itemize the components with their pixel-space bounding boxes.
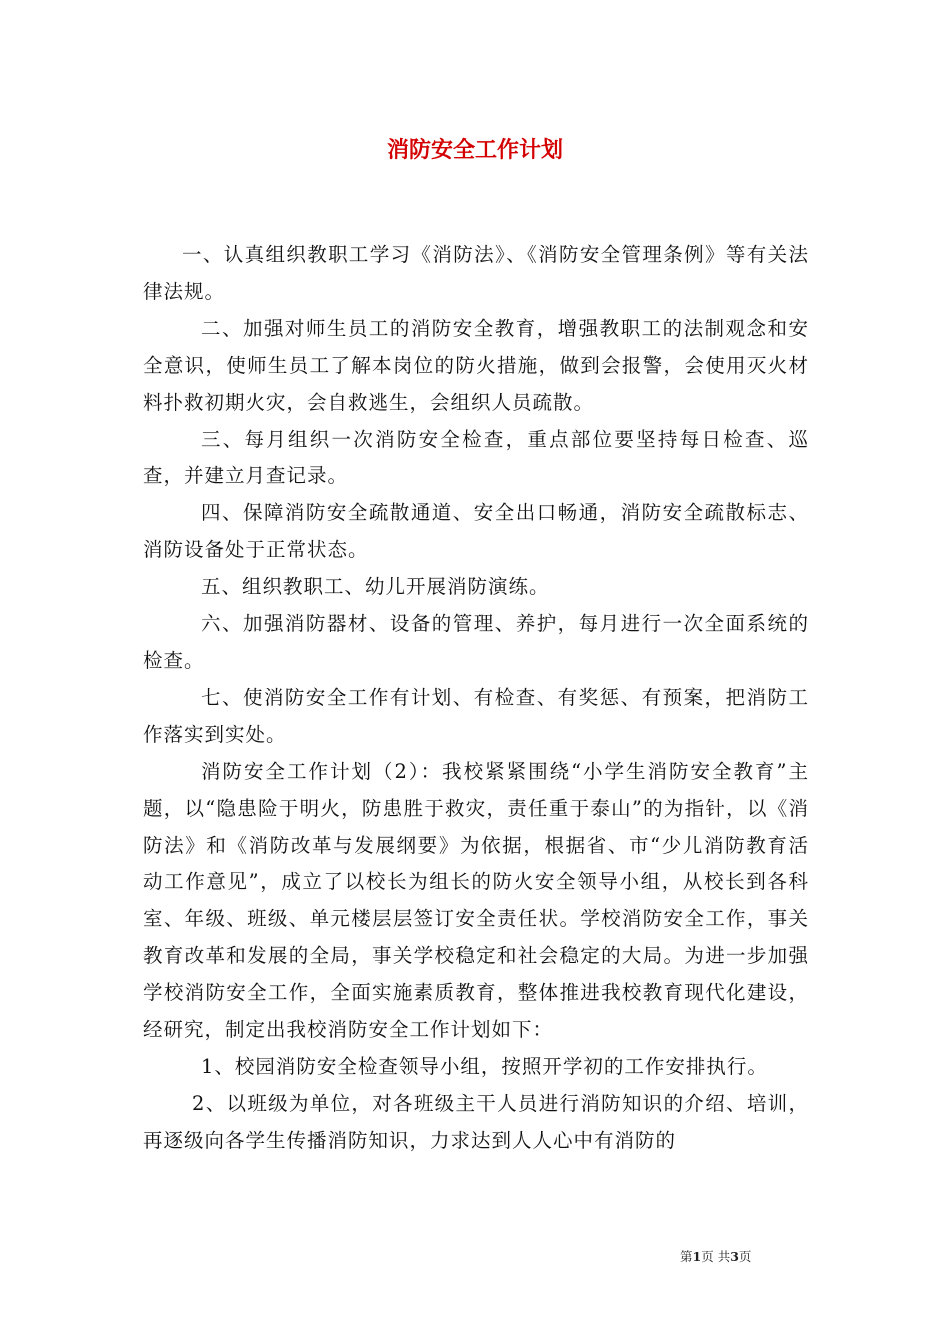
- document-title: 消防安全工作计划: [386, 137, 563, 163]
- paragraph-1: 一、认真组织教职工学习《消防法》、《消防安全管理条例》等有关法律法规。: [143, 243, 809, 303]
- footer-middle: 页 共: [701, 1249, 731, 1264]
- paragraph-8: 消防安全工作计划（2）：我校紧紧围绕“小学生消防安全教育”主题，以“隐患险于明火，防患胜于救灾，责任重于泰山”的为指针，以《消防法》和《消防改革与发展纲要》为依据，根据省、市“少儿消防教育活动工作意见”，成立了以校长为组长的防火安全领导小组，从校长到各科室、年级、班级、单元楼层层签订安全责任状。学校消防安全工作，事关教育改革和发展的全局，事关学校稳定和社会稳定的大局。为进一步加强学校消防安全工作，全面实施素质教育，整体推进我校教育现代化建设，经研究，制定出我校消防安全工作计划如下：: [143, 759, 809, 1042]
- paragraph-5: 五、组织教职工、幼儿开展消防演练。: [201, 575, 550, 599]
- footer-suffix: 页: [738, 1249, 752, 1264]
- paragraph-4: 四、保障消防安全疏散通道、安全出口畅通，消防安全疏散标志、消防设备处于正常状态。: [143, 501, 809, 562]
- paragraph-2: 二、加强对师生员工的消防安全教育，增强教职工的法制观念和安全意识，使师生员工了解本岗位的防火措施，做到会报警，会使用灭火材料扑救初期火灾，会自救逃生，会组织人员疏散。: [143, 316, 809, 414]
- paragraph-6: 六、加强消防器材、设备的管理、养护，每月进行一次全面系统的检查。: [143, 612, 809, 672]
- paragraph-9: 1、校园消防安全检查领导小组，按照开学初的工作安排执行。: [201, 1054, 768, 1078]
- footer-total-pages: 3: [730, 1249, 739, 1264]
- paragraph-7: 七、使消防安全工作有计划、有检查、有奖惩、有预案，把消防工作落实到实处。: [143, 685, 809, 746]
- paragraph-10: 2、以班级为单位，对各班级主干人员进行消防知识的介绍、培训，再逐级向各学生传播消防知识，力求达到人人心中有消防的: [143, 1091, 809, 1152]
- page-footer: [680, 1248, 830, 1266]
- footer-current-page: 1: [692, 1249, 702, 1264]
- paragraph-3: 三、每月组织一次消防安全检查，重点部位要坚持每日检查、巡查，并建立月查记录。: [143, 427, 809, 488]
- document-body: [143, 237, 809, 1160]
- footer-prefix: 第: [680, 1249, 693, 1264]
